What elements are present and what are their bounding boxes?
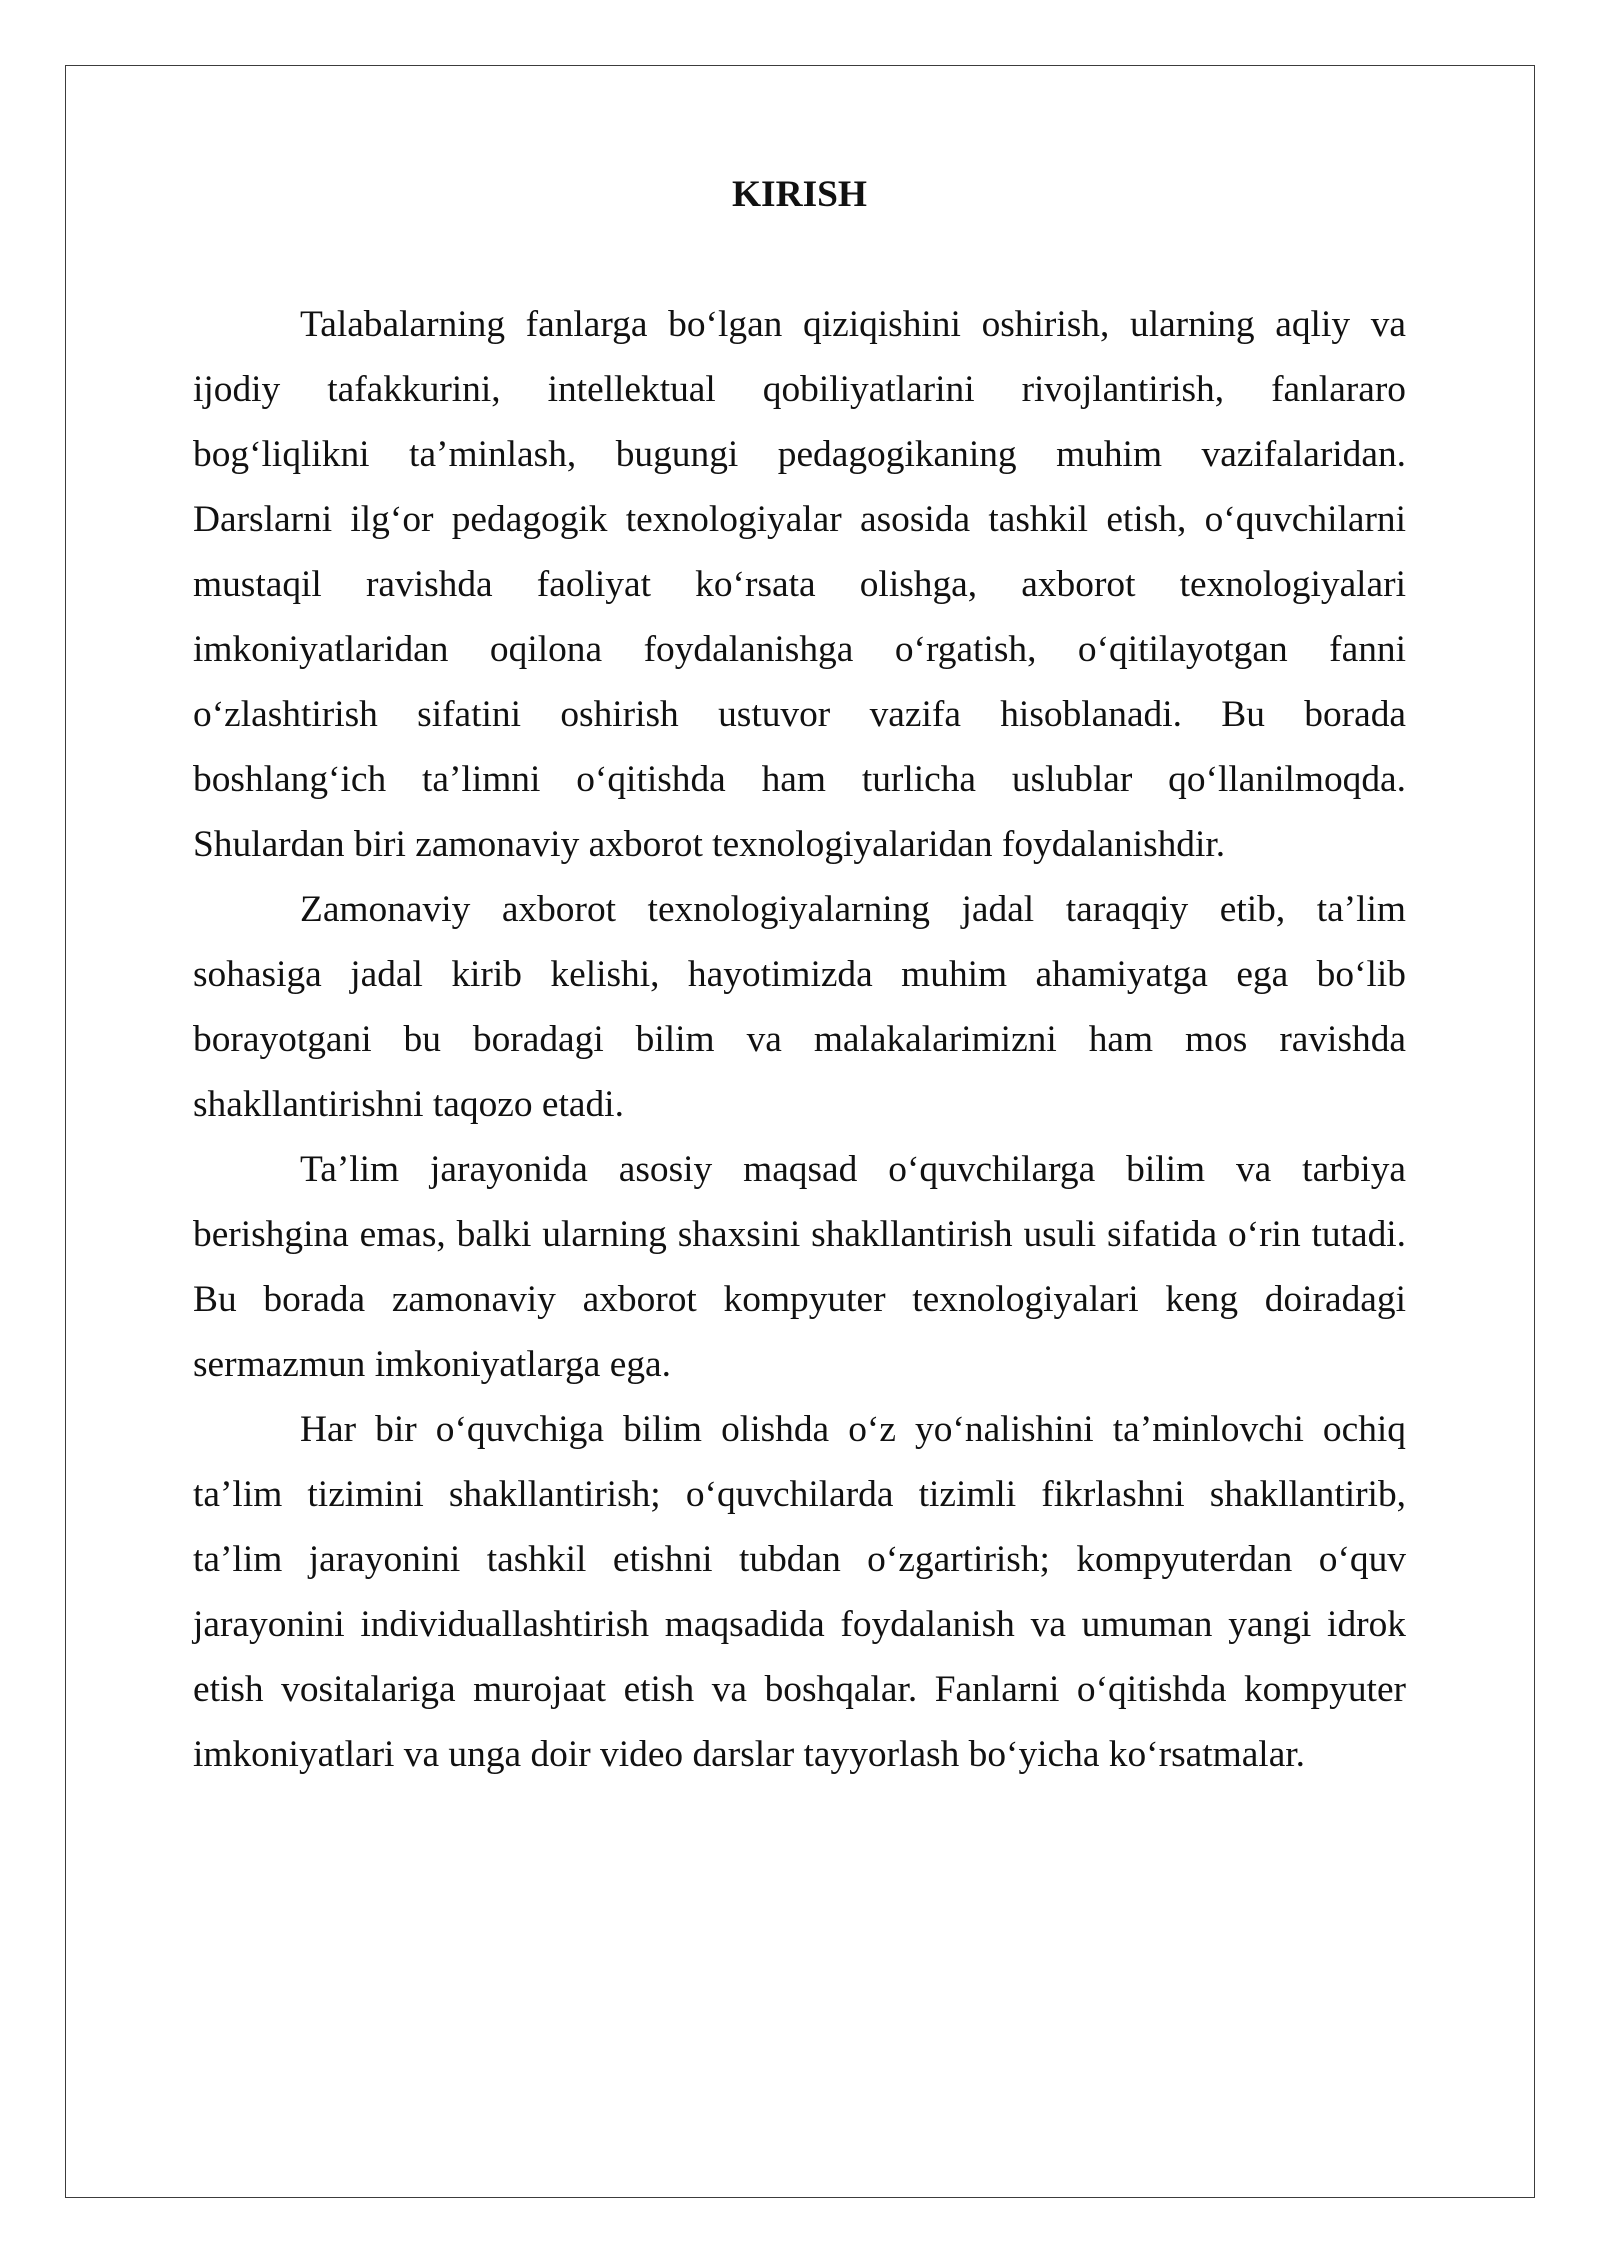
paragraph-2	[193, 877, 1406, 1137]
text-line: boshlang‘ich ta’limni o‘qitishda ham turlicha uslublar qo‘llanilmoqda.	[193, 759, 1406, 800]
text-line: mustaqil ravishda faoliyat ko‘rsata olishga, axborot texnologiyalari	[193, 564, 1406, 605]
text-line: o‘zlashtirish sifatini oshirish ustuvor vazifa hisoblanadi. Bu borada	[193, 694, 1406, 735]
text-line: ta’lim jarayonini tashkil etishni tubdan o‘zgartirish; kompyuterdan o‘quv	[193, 1539, 1406, 1580]
text-line: Talabalarning fanlarga bo‘lgan qiziqishini oshirish, ularning aqliy va	[300, 304, 1406, 345]
text-line: berishgina emas, balki ularning shaxsini shakllantirish usuli sifatida o‘rin tutadi.	[193, 1214, 1406, 1255]
text-line: Zamonaviy axborot texnologiyalarning jadal taraqqiy etib, ta’lim	[300, 889, 1406, 930]
text-line: ta’lim tizimini shakllantirish; o‘quvchilarda tizimli fikrlashni shakllantirib,	[193, 1474, 1406, 1515]
text-line: jarayonini individuallashtirish maqsadida foydalanish va umuman yangi idrok	[193, 1604, 1406, 1645]
text-line: Ta’lim jarayonida asosiy maqsad o‘quvchilarga bilim va tarbiya	[300, 1149, 1406, 1190]
paragraph-4	[193, 1397, 1406, 1787]
paragraph-3	[193, 1137, 1406, 1397]
page-content	[193, 162, 1406, 1787]
text-line: Shulardan biri zamonaviy axborot texnologiyalaridan foydalanishdir.	[193, 824, 1226, 865]
text-line: Bu borada zamonaviy axborot kompyuter texnologiyalari keng doiradagi	[193, 1279, 1406, 1320]
text-line: sohasiga jadal kirib kelishi, hayotimizda muhim ahamiyatga ega bo‘lib	[193, 954, 1406, 995]
text-line: Darslarni ilg‘or pedagogik texnologiyalar asosida tashkil etish, o‘quvchilarni	[193, 499, 1406, 540]
text-line: ijodiy tafakkurini, intellektual qobiliyatlarini rivojlantirish, fanlararo	[193, 369, 1406, 410]
text-line: borayotgani bu boradagi bilim va malakalarimizni ham mos ravishda	[193, 1019, 1406, 1060]
text-line: etish vositalariga murojaat etish va boshqalar. Fanlarni o‘qitishda kompyuter	[193, 1669, 1406, 1710]
text-line: shakllantirishni taqozo etadi.	[193, 1084, 624, 1125]
text-line: imkoniyatlaridan oqilona foydalanishga o‘rgatish, o‘qitilayotgan fanni	[193, 629, 1406, 670]
paragraph-1	[193, 292, 1406, 877]
text-line: Har bir o‘quvchiga bilim olishda o‘z yo‘nalishini ta’minlovchi ochiq	[300, 1409, 1406, 1450]
text-line: sermazmun imkoniyatlarga ega.	[193, 1344, 671, 1385]
body-text	[193, 292, 1406, 1787]
text-line: bog‘liqlikni ta’minlash, bugungi pedagogikaning muhim vazifalaridan.	[193, 434, 1406, 475]
text-line: imkoniyatlari va unga doir video darslar tayyorlash bo‘yicha ko‘rsatmalar.	[193, 1734, 1306, 1775]
section-title: KIRISH	[731, 174, 868, 215]
